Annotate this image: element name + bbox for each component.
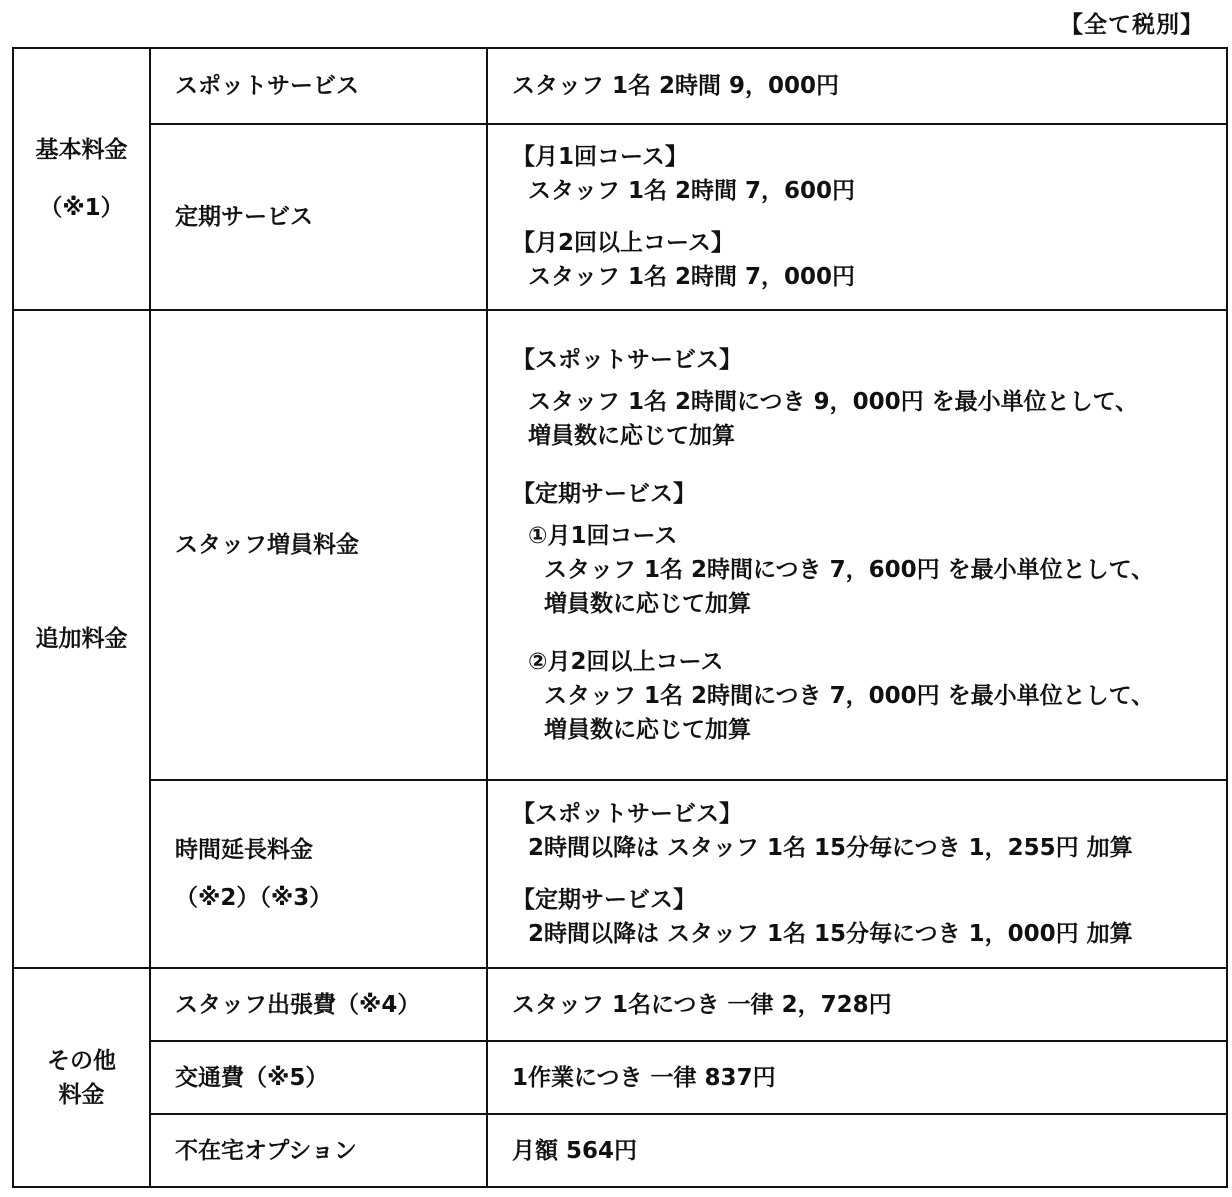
price-staff-travel: スタッフ 1名につき 一律 2，728円 bbox=[487, 968, 1227, 1041]
category-label: 追加料金 bbox=[35, 626, 128, 652]
item-spot-service: スポットサービス bbox=[150, 48, 487, 124]
detail-line: 増員数に応じて加算 bbox=[544, 591, 751, 617]
section-heading: 【スポットサービス】 bbox=[512, 347, 742, 373]
price-absence-option: 月額 564円 bbox=[487, 1114, 1227, 1187]
detail-line: スタッフ 1名 2時間につき 7，000円 を最小単位として、 bbox=[544, 683, 1155, 709]
table-row-staff-increase bbox=[13, 310, 1227, 780]
tax-note: 【全て税別】 bbox=[1060, 12, 1204, 38]
section-heading: 【スポットサービス】 bbox=[512, 801, 742, 827]
price-time-extension bbox=[487, 780, 1227, 968]
table-row-absence bbox=[13, 1114, 1227, 1187]
category-label-line1: その他 bbox=[47, 1047, 116, 1074]
item-staff-travel: スタッフ出張費（※4） bbox=[150, 968, 487, 1041]
category-note: （※1） bbox=[39, 195, 124, 221]
course-price: スタッフ 1名 2時間 7，000円 bbox=[528, 264, 856, 290]
category-basic bbox=[13, 48, 150, 310]
course-title: ①月1回コース bbox=[528, 523, 678, 549]
item-time-extension bbox=[150, 780, 487, 968]
category-additional bbox=[13, 310, 150, 968]
course-title: ②月2回以上コース bbox=[528, 649, 724, 675]
detail-line: スタッフ 1名 2時間につき 7，600円 を最小単位として、 bbox=[544, 557, 1155, 583]
detail-line: 増員数に応じて加算 bbox=[528, 423, 735, 449]
course-price: スタッフ 1名 2時間 7，600円 bbox=[528, 178, 856, 204]
item-absence-option: 不在宅オプション bbox=[150, 1114, 487, 1187]
detail-line: 2時間以降は スタッフ 1名 15分毎につき 1，255円 加算 bbox=[528, 835, 1133, 861]
price-table bbox=[12, 47, 1228, 1188]
price-regular-service bbox=[487, 124, 1227, 310]
price-staff-increase bbox=[487, 310, 1227, 780]
item-note: （※2）（※3） bbox=[175, 885, 333, 911]
detail-line: スタッフ 1名 2時間につき 9，000円 を最小単位として、 bbox=[528, 389, 1139, 415]
course-heading: 【月2回以上コース】 bbox=[512, 230, 734, 256]
detail-line: 増員数に応じて加算 bbox=[544, 717, 751, 743]
category-label: 基本料金 bbox=[35, 137, 128, 163]
section-heading: 【定期サービス】 bbox=[512, 481, 696, 507]
course-heading: 【月1回コース】 bbox=[512, 144, 688, 170]
item-staff-increase: スタッフ増員料金 bbox=[150, 310, 487, 780]
table-row-transport bbox=[13, 1041, 1227, 1114]
detail-line: 2時間以降は スタッフ 1名 15分毎につき 1，000円 加算 bbox=[528, 921, 1133, 947]
category-label-line2: 料金 bbox=[58, 1081, 105, 1108]
section-heading: 【定期サービス】 bbox=[512, 887, 696, 913]
category-other bbox=[13, 968, 150, 1187]
item-label: 時間延長料金 bbox=[175, 837, 313, 863]
table-row-basic-spot bbox=[13, 48, 1227, 124]
price-transport: 1作業につき 一律 837円 bbox=[487, 1041, 1227, 1114]
table-row-travel bbox=[13, 968, 1227, 1041]
price-spot-service: スタッフ 1名 2時間 9，000円 bbox=[487, 48, 1227, 124]
table-row-basic-regular bbox=[13, 124, 1227, 310]
item-regular-service: 定期サービス bbox=[150, 124, 487, 310]
table-row-extension bbox=[13, 780, 1227, 968]
item-transport: 交通費（※5） bbox=[150, 1041, 487, 1114]
